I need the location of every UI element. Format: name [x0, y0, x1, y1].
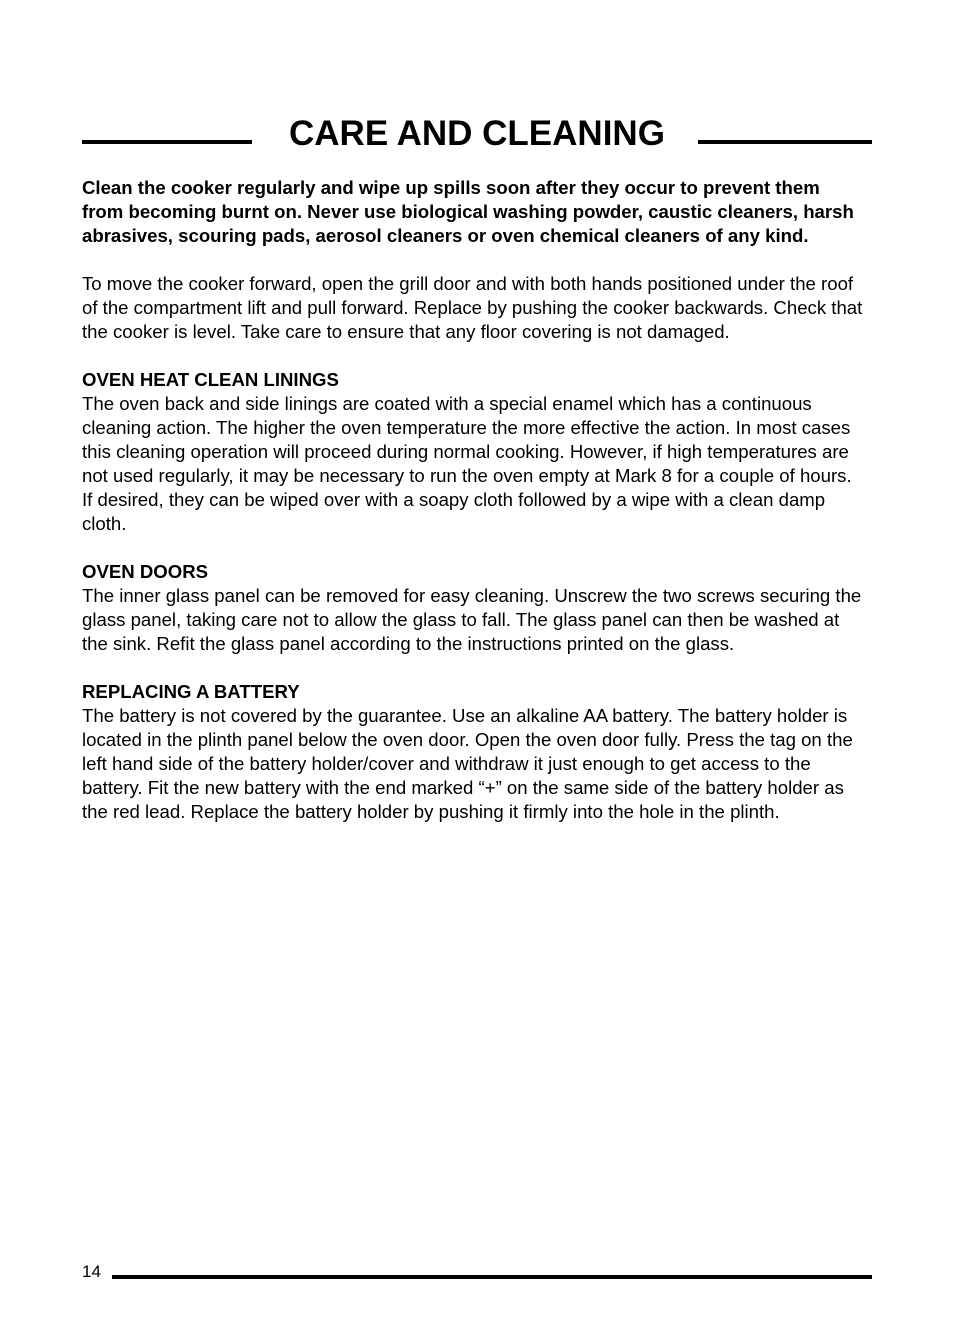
page-number: 14: [82, 1262, 101, 1281]
page-title: CARE AND CLEANING: [289, 114, 665, 153]
title-rule-left: [82, 140, 252, 144]
intro-warning: Clean the cooker regularly and wipe up spills soon after they occur to prevent them from becoming burnt on. Never use biological washing powder, caustic cleaners, harsh abrasives, scouring pads, aerosol cleaners or oven chemical cleaners of any kind.: [82, 177, 854, 246]
section-paragraph: The inner glass panel can be removed for easy cleaning. Unscrew the two screws securing the glass panel, taking care not to allow the glass to fall. The glass panel can then be washed at the sink. Refit the glass panel according to the instructions printed on the glass.: [82, 585, 862, 654]
section-paragraph: If desired, they can be wiped over with a soapy cloth followed by a wipe with a clean damp cloth.: [82, 489, 826, 534]
title-rule-right: [698, 140, 872, 144]
page-content: [82, 176, 864, 824]
section-heading: OVEN DOORS: [82, 561, 209, 582]
section-oven-doors: [82, 560, 864, 656]
title-row: [82, 112, 872, 156]
section-heading: REPLACING A BATTERY: [82, 681, 300, 702]
section-heading: OVEN HEAT CLEAN LININGS: [82, 369, 339, 390]
section-replacing-battery: [82, 680, 864, 824]
page-footer: [82, 1258, 872, 1286]
section-heat-clean-linings: [82, 368, 864, 536]
section-paragraph: The battery is not covered by the guarantee. Use an alkaline AA battery. The battery holder is located in the plinth panel below the oven door. Open the oven door fully. Press the tag on the left hand side of the battery holder/cover and withdraw it just enough to get access to the battery. Fit the new battery with the end marked “+” on the same side of the battery holder as the red lead. Replace the battery holder by pushing it firmly into the hole in the plinth.: [82, 705, 853, 822]
footer-rule: [112, 1275, 872, 1279]
section-paragraph: The oven back and side linings are coated with a special enamel which has a continuous cleaning action. The higher the oven temperature the more effective the action. In most cases this cleaning operation will proceed during normal cooking. However, if high temperatures are not used regularly, it may be necessary to run the oven empty at Mark 8 for a couple of hours.: [82, 393, 852, 486]
moving-paragraph: To move the cooker forward, open the grill door and with both hands positioned under the roof of the compartment lift and pull forward. Replace by pushing the cooker backwards. Check that the cooker is level. Take care to ensure that any floor covering is not damaged.: [82, 273, 863, 342]
